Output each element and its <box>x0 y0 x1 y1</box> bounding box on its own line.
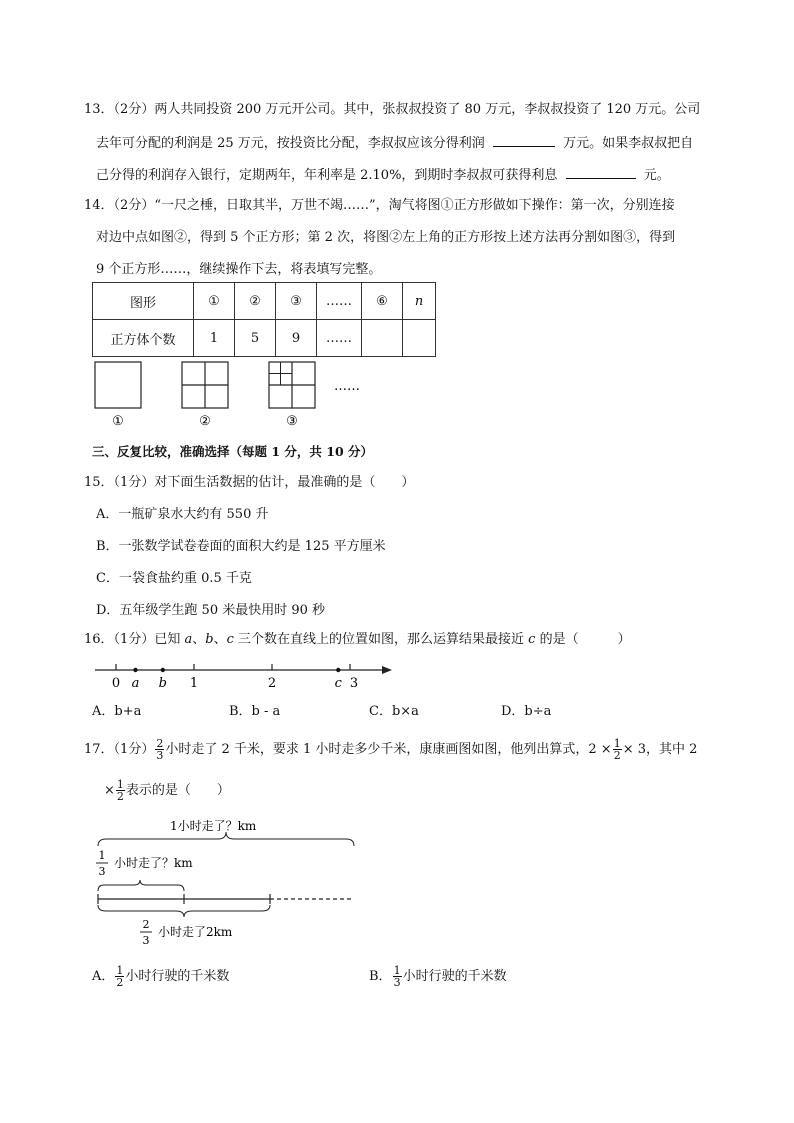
q17-fraction-two-thirds: $\frac{2}{3}$ <box>156 737 164 762</box>
table-cell: 正方体个数 <box>93 320 194 357</box>
q13-line-3-tail: 元。 <box>643 168 670 183</box>
table-cell: 图形 <box>93 283 194 320</box>
q13-line-2-text: 去年可分配的利润是 25 万元，按投资比分配，李叔叔应该分得利润 <box>96 136 485 151</box>
answer-cell-6[interactable] <box>362 320 403 357</box>
q16-number-line <box>90 658 400 694</box>
q14-table-header-row <box>93 283 436 320</box>
q13-line-3-text: 己分得的利润存入银行，定期两年，年利率是 2.10%，到期时李叔叔可获得利息 <box>96 168 558 183</box>
table-cell: …… <box>317 320 362 357</box>
number-line-arrow-icon <box>382 666 392 674</box>
q16-stem-part-2: 三个数在直线上的位置如图，那么运算结果最接近 <box>238 632 525 647</box>
table-cell: 9 <box>276 320 317 357</box>
table-cell: ⑥ <box>362 283 403 320</box>
q14-line-3: 9 个正方形……，继续操作下去，将表填写完整。 <box>96 262 382 277</box>
q16-option-b[interactable]: B．b - a <box>229 704 281 719</box>
q17-stem-line-2 <box>104 774 230 808</box>
q15-option-d[interactable]: D．五年级学生跑 50 米最快用时 90 秒 <box>96 603 326 618</box>
q16-stem <box>84 630 631 650</box>
figure-1-square <box>95 362 141 408</box>
q15-option-a[interactable]: A．一瓶矿泉水大约有 550 升 <box>96 507 269 522</box>
q17-fraction-one-half-2: $\frac{1}{2}$ <box>116 778 124 803</box>
number-line-point-label-a: a <box>131 676 140 691</box>
q16-stem-part-3: 的是（ ） <box>539 632 631 647</box>
number-line-point-label-c: c <box>334 676 342 691</box>
figure-label-2: ② <box>199 414 211 429</box>
answer-cell-n[interactable] <box>403 320 436 357</box>
table-cell: n <box>403 283 436 320</box>
top-brace-label: 1小时走了？km <box>170 819 257 833</box>
table-cell: ③ <box>276 283 317 320</box>
q13-line-3 <box>96 164 670 184</box>
q17-stem-line-1 <box>84 733 697 767</box>
number-line-point-c <box>336 668 340 672</box>
q16-var-b: b <box>205 632 214 647</box>
q16-sep-2: 、 <box>213 632 227 647</box>
q15-option-c[interactable]: C．一袋食盐约重 0.5 千克 <box>96 571 252 586</box>
figure-2-square <box>182 362 228 408</box>
q17-line-diagram <box>90 815 380 950</box>
q14-line-1: 14．（2分）“一尺之棰，日取其半，万世不竭……”，淘气将图①正方形做如下操作：第一次，分别连接 <box>84 198 675 213</box>
q17-option-b[interactable] <box>369 960 507 994</box>
q17-option-a-fraction: $\frac{1}{2}$ <box>116 964 124 989</box>
number-line-point-b <box>161 668 165 672</box>
q13-line-2-tail: 万元。如果李叔叔把自 <box>563 136 694 151</box>
number-line-tick-label-1: 1 <box>189 676 199 691</box>
q13-line-1: 13．（2分）两人共同投资 200 万元开公司。其中，张叔叔投资了 80 万元，李叔叔投资了 120 万元。公司 <box>84 102 701 117</box>
table-cell: 5 <box>235 320 276 357</box>
number-line-point-label-b: b <box>158 676 167 691</box>
q14-table <box>92 282 436 357</box>
q13-answer-blank-1[interactable] <box>493 132 555 147</box>
q14-line-2: 对边中点如图②，得到 5 个正方形；第 2 次，将图②左上角的正方形按上述方法再分割如图③，得到 <box>96 230 676 245</box>
q16-option-d[interactable]: D．b÷a <box>501 704 552 719</box>
q17-stem-part-4: × <box>104 783 115 798</box>
q17-option-b-fraction: $\frac{1}{3}$ <box>393 964 401 989</box>
q14-figures <box>90 358 390 430</box>
q13-answer-blank-2[interactable] <box>566 164 636 179</box>
figure-label-3: ③ <box>286 414 298 429</box>
bot-frac-numerator: 2 <box>142 918 150 931</box>
mid-label: 小时走了？km <box>114 856 193 870</box>
third-brace <box>98 880 184 891</box>
section-3-heading: 三、反复比较，准确选择（每题 1 分，共 10 分） <box>92 444 374 459</box>
q17-option-b-text: 小时行驶的千米数 <box>402 969 507 984</box>
number-line-tick-label-3: 3 <box>349 676 359 691</box>
q16-sep-1: 、 <box>192 632 206 647</box>
table-cell: ② <box>235 283 276 320</box>
figure-ellipsis: …… <box>334 379 360 394</box>
number-line-tick-label-2: 2 <box>267 676 277 691</box>
number-line-tick-label-0: 0 <box>111 676 121 691</box>
bot-frac-denominator: 3 <box>142 934 150 947</box>
figure-label-1: ① <box>112 414 124 429</box>
q17-stem-part-3: × 3，其中 2 <box>622 742 698 757</box>
bot-label: 小时走了2km <box>158 925 233 939</box>
q13-line-2 <box>96 132 693 152</box>
q15-option-b[interactable]: B．一张数学试卷卷面的面积大约是 125 平方厘米 <box>96 539 386 554</box>
q17-stem-part-1: 17．（1分） <box>84 742 155 757</box>
q16-var-c: c <box>226 632 234 647</box>
q16-option-c[interactable]: C．b×a <box>369 704 419 719</box>
q16-stem-part-1: 16．（1分）已知 <box>84 632 181 647</box>
q17-option-a-text: 小时行驶的千米数 <box>125 969 230 984</box>
mid-frac-denominator: 3 <box>98 865 106 878</box>
table-cell: 1 <box>194 320 235 357</box>
two-thirds-brace <box>98 905 270 917</box>
q15-stem: 15．（1分）对下面生活数据的估计，最准确的是（ ） <box>84 475 415 490</box>
mid-frac-numerator: 1 <box>98 849 106 862</box>
top-brace <box>98 832 354 846</box>
q17-option-a-prefix: A． <box>92 969 115 984</box>
q16-var-c-2: c <box>528 632 536 647</box>
table-cell: …… <box>317 283 362 320</box>
q16-var-a: a <box>184 632 193 647</box>
q17-option-b-prefix: B． <box>369 969 392 984</box>
number-line-point-a <box>133 668 137 672</box>
q17-stem-part-5: 表示的是（ ） <box>125 783 230 798</box>
figure-3-square <box>269 362 315 408</box>
q14-table-value-row <box>93 320 436 357</box>
table-cell: ① <box>194 283 235 320</box>
q17-option-a[interactable] <box>92 960 229 994</box>
q17-stem-part-2: 小时走了 2 千米，要求 1 小时走多少千米，康康画图如图，他列出算式，2 × <box>165 742 612 757</box>
q16-option-a[interactable]: A．b+a <box>92 704 142 719</box>
q17-fraction-one-half: $\frac{1}{2}$ <box>613 737 621 762</box>
